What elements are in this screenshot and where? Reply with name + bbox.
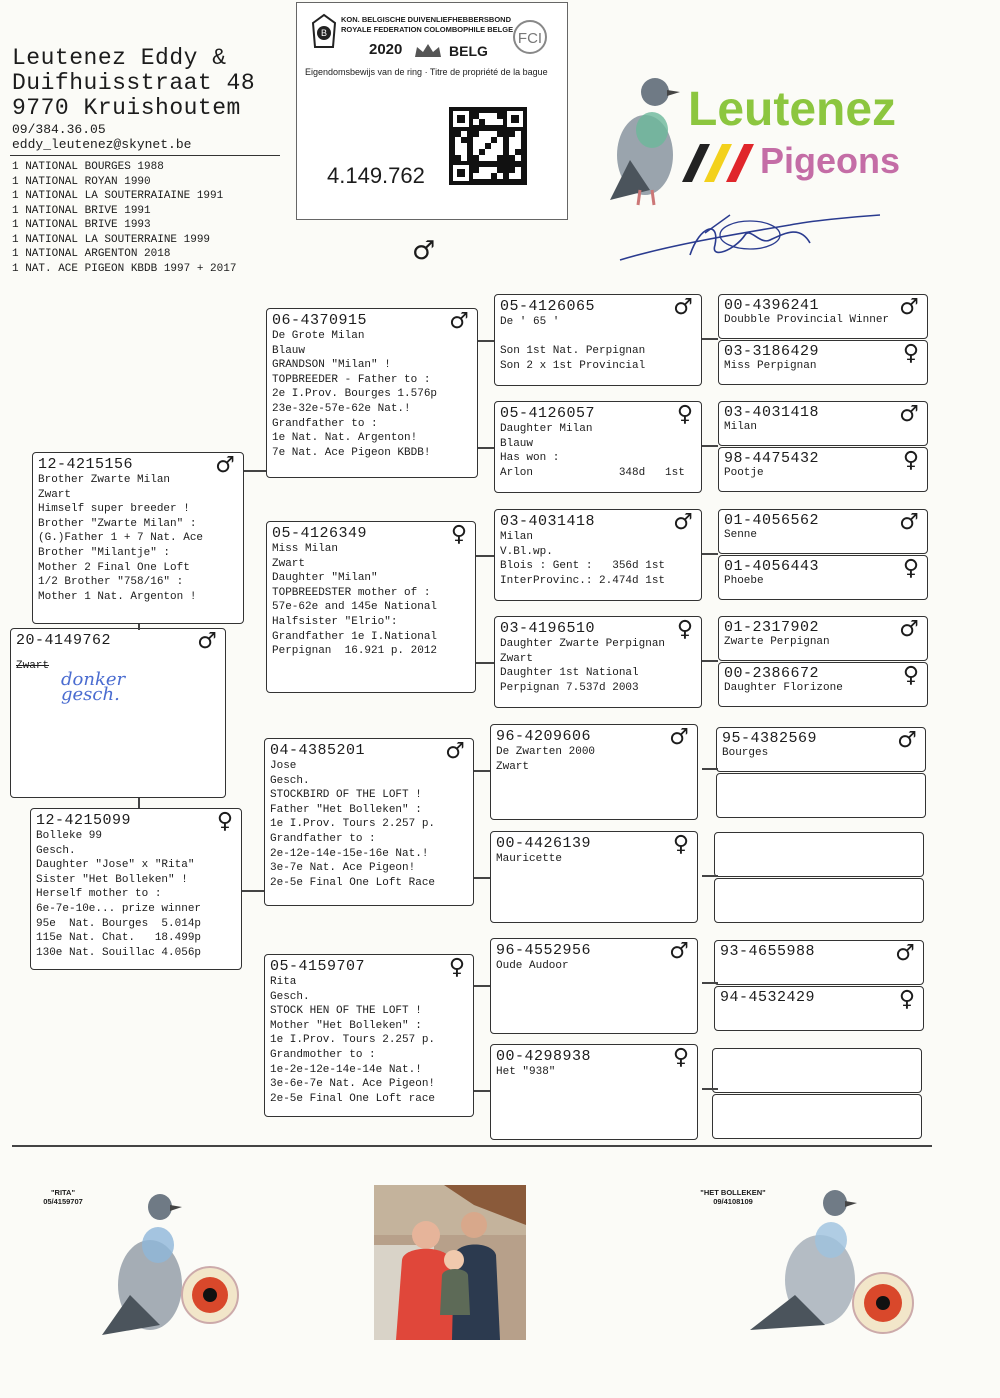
pigeon-info-line: 7e Nat. Ace Pigeon KBDB! (272, 446, 431, 459)
pigeon-info-line: Daughter "Milan" (272, 572, 378, 585)
pigeon-info-line: Brother "Zwarte Milan" : (38, 517, 197, 530)
great-granddam-box (490, 831, 698, 923)
certificate-ring-number: 4.149.762 (327, 163, 425, 188)
achievement-item: 1 NATIONAL BRIVE 1993 (12, 219, 151, 231)
pedigree-connector (478, 340, 494, 342)
achievement-item: 1 NATIONAL ROYAN 1990 (12, 175, 151, 188)
ring-number: 01-4056562 (724, 512, 820, 529)
male-symbol-icon: ♂ (895, 941, 915, 966)
ring-number: 05-4126057 (500, 405, 596, 422)
pigeon-info-line: Milan (724, 421, 758, 433)
pedigree-connector (242, 890, 264, 892)
pigeon-info-line: Mauricette (496, 853, 563, 865)
family-photo (374, 1185, 526, 1340)
grandsire-box (266, 308, 478, 478)
pigeon-info-line: De Zwarten 2000 (496, 746, 596, 758)
ring-number: 03-3186429 (724, 343, 820, 360)
left-photo-caption (28, 1188, 98, 1206)
main-sex-symbol: ♂ (412, 236, 436, 266)
crown-icon (413, 41, 443, 59)
handwritten-note: donker gesch. (61, 669, 126, 705)
right-photo-caption-name: "HET BOLLEKEN" (700, 1188, 766, 1197)
gg-granddam-box (714, 878, 924, 923)
male-symbol-icon: ♂ (445, 739, 465, 764)
gg-grandsire-box (712, 1048, 922, 1093)
pigeon-info-line: Brother Zwarte Milan (38, 474, 171, 486)
ring-number: 00-4426139 (496, 835, 592, 852)
achievement-item: 1 NATIONAL LA SOUTERRAINE 1999 (12, 233, 211, 246)
ring-number: 00-2386672 (724, 665, 820, 682)
achievement-item: 1 NATIONAL LA SOUTERRAIAINE 1991 (12, 190, 224, 202)
ring-number: 12-4215156 (38, 456, 134, 473)
pigeon-info-line: 2e I.Prov. Bourges 1.576p (272, 388, 438, 401)
pigeon-info-line: Son 2 x 1st Provincial (500, 359, 646, 372)
pigeon-info-line: Gesch. (270, 774, 310, 787)
great-grandsire-box (494, 294, 702, 386)
right-photo-caption-ring: 09/4108109 (713, 1197, 753, 1206)
pigeon-info-line: Senne (724, 529, 758, 541)
qr-code-icon (449, 107, 527, 185)
male-symbol-icon: ♂ (899, 617, 919, 642)
gg-grandsire-box (716, 727, 926, 772)
brand-name: Leutenez (688, 83, 897, 136)
owner-street: Duifhuisstraat 48 (12, 70, 256, 96)
female-symbol-icon: ♀ (676, 402, 693, 427)
pigeon-info-line: TOPBREEDER - Father to : (272, 373, 431, 386)
owner-name-line: Leutenez Eddy & (12, 45, 227, 71)
granddam-box (264, 954, 474, 1117)
male-symbol-icon: ♂ (673, 510, 693, 535)
signature-icon (610, 205, 890, 275)
pedigree-connector (702, 445, 718, 447)
female-symbol-icon: ♀ (216, 809, 233, 834)
ring-number: 96-4552956 (496, 942, 592, 959)
pigeon-info-line: Miss Milan (272, 543, 339, 555)
pigeon-rita-icon (90, 1185, 250, 1345)
achievement-item: 1 NATIONAL BOURGES 1988 (12, 161, 164, 173)
pigeon-info-line: Halfsister "Elrio": (272, 615, 398, 628)
pigeon-info-line: 1e I.Prov. Tours 2.257 p. (270, 1034, 436, 1047)
gg-granddam-box (718, 662, 928, 707)
pigeon-info-line: Herself mother to : (36, 888, 162, 901)
male-symbol-icon: ♂ (899, 402, 919, 427)
certificate-org-line2: ROYALE FEDERATION COLOMBOPHILE BELGE (341, 25, 514, 34)
pigeon-info-line: 23e-32e-57e-62e Nat.! (272, 402, 411, 415)
pigeon-info-line: 3e-6e-7e Nat. Ace Pigeon! (270, 1078, 436, 1091)
pigeon-info-line: 6e-7e-10e... prize winner (36, 902, 202, 915)
ring-number: 04-4385201 (270, 742, 366, 759)
grandsire-box (264, 738, 474, 906)
pedigree-connector (702, 1088, 718, 1090)
struck-color: Zwart (16, 660, 50, 672)
pigeon-info-line: 3e-7e Nat. Ace Pigeon! (270, 862, 416, 875)
pedigree-connector (702, 768, 718, 770)
pedigree-connector (478, 447, 494, 449)
ring-certificate (296, 2, 568, 220)
gg-grandsire-box (718, 401, 928, 446)
pigeon-info-line: Blauw (500, 437, 534, 450)
gg-grandsire-box (718, 294, 928, 339)
pigeon-info-line: Phoebe (724, 575, 764, 587)
pigeon-info-line: De Grote Milan (272, 330, 365, 342)
owner-city: 9770 Kruishoutem (12, 95, 241, 121)
pedigree-connector (702, 338, 718, 340)
female-symbol-icon: ♀ (902, 448, 919, 473)
gg-granddam-box (718, 447, 928, 492)
female-symbol-icon: ♀ (448, 955, 465, 980)
great-granddam-box (494, 616, 702, 708)
pigeon-info-line: 1e I.Prov. Tours 2.257 p. (270, 818, 436, 831)
male-symbol-icon: ♂ (669, 939, 689, 964)
female-symbol-icon: ♀ (672, 832, 689, 857)
pigeon-info-line: Blauw (272, 344, 306, 357)
ring-number: 01-4056443 (724, 558, 820, 575)
certificate-year: 2020 (369, 41, 403, 58)
pigeon-info-line: Milan (500, 531, 534, 543)
pigeon-info-line: Zwart (496, 760, 530, 773)
sire-box (32, 452, 244, 624)
fci-logo-icon (505, 17, 555, 57)
pigeon-info-line: Sister "Het Bolleken" ! (36, 873, 188, 886)
pigeon-info-line: Blois : Gent : 356d 1st (500, 560, 666, 573)
great-grandsire-box (490, 938, 698, 1034)
achievement-item: 1 NATIONAL ARGENTON 2018 (12, 248, 171, 260)
gg-granddam-box (714, 986, 924, 1031)
female-symbol-icon: ♀ (898, 987, 915, 1012)
pedigree-connector (474, 1090, 490, 1092)
dam-box (30, 808, 242, 970)
pigeon-info-line: Perpignan 7.537d 2003 (500, 681, 639, 694)
pigeon-icon (600, 60, 700, 210)
female-symbol-icon: ♀ (672, 1045, 689, 1070)
great-grandsire-box (494, 509, 702, 601)
achievement-item: 1 NAT. ACE PIGEON KBDB 1997 + 2017 (12, 262, 237, 275)
ring-number: 01-2317902 (724, 619, 820, 636)
pedigree-connector (474, 877, 490, 879)
gg-grandsire-box (714, 832, 924, 877)
gg-grandsire-box (718, 616, 928, 661)
male-symbol-icon: ♂ (673, 295, 693, 320)
pigeon-info-line: Mother 1 Nat. Argenton ! (38, 590, 197, 603)
kbdb-logo-icon (309, 11, 339, 51)
pigeon-info-line: Brother "Milantje" : (38, 546, 171, 559)
svg-text:B: B (320, 28, 328, 38)
pigeon-info-line: Daughter "Jose" x "Rita" (36, 859, 195, 872)
ring-number: 03-4031418 (724, 404, 820, 421)
male-symbol-icon: ♂ (449, 309, 469, 334)
great-granddam-box (494, 401, 702, 493)
pigeon-info-line: Grandfather to : (272, 417, 378, 430)
ring-number: 12-4215099 (36, 812, 132, 829)
pigeon-info-line: Father "Het Bolleken" : (270, 803, 422, 816)
ring-number: 06-4370915 (272, 312, 368, 329)
pigeon-info-line: Mother "Het Bolleken" : (270, 1019, 422, 1032)
ring-number: 00-4396241 (724, 297, 820, 314)
svg-text:FCI: FCI (517, 30, 543, 47)
certificate-org (341, 15, 531, 35)
male-symbol-icon: ♂ (899, 510, 919, 535)
ring-number: 93-4655988 (720, 943, 816, 960)
gg-grandsire-box (714, 940, 924, 985)
pigeon-info-line: Grandfather to : (270, 832, 376, 845)
pigeon-info-line: Daughter 1st National (500, 667, 639, 680)
pigeon-info-line: Oude Audoor (496, 960, 569, 972)
pigeon-info-line: 1/2 Brother "758/16" : (38, 576, 184, 589)
pigeon-info-line: Bolleke 99 (36, 830, 103, 842)
female-symbol-icon: ♀ (676, 617, 693, 642)
pigeon-info-line: Has won : (500, 452, 560, 465)
pigeon-info-line: 2e-5e Final One Loft Race (270, 876, 436, 889)
achievements-list (12, 160, 236, 276)
gg-granddam-box (718, 555, 928, 600)
ring-number: 96-4209606 (496, 728, 592, 745)
ring-number: 03-4196510 (500, 620, 596, 637)
pigeon-info-line: STOCK HEN OF THE LOFT ! (270, 1005, 422, 1018)
pigeon-info-line: Daughter Zwarte Perpignan (500, 638, 666, 650)
pedigree-connector (474, 770, 490, 772)
ring-number: 00-4298938 (496, 1048, 592, 1065)
pigeon-info-line: Son 1st Nat. Perpignan (500, 345, 646, 358)
pigeon-info-line: V.Bl.wp. (500, 545, 553, 558)
pigeon-info-line: De ' 65 ' (500, 316, 560, 328)
pigeon-info-line: GRANDSON "Milan" ! (272, 359, 391, 372)
pigeon-info-line: 2e-5e Final One Loft race (270, 1092, 436, 1105)
female-symbol-icon: ♀ (450, 522, 467, 547)
pigeon-info-line: Gesch. (270, 990, 310, 1003)
pigeon-info-line: 2e-12e-14e-15e-16e Nat.! (270, 847, 429, 860)
left-photo-caption-name: "RITA" (50, 1188, 76, 1197)
female-symbol-icon: ♀ (902, 663, 919, 688)
pigeon-info-line: Zwarte Perpignan (724, 636, 830, 648)
ring-number: 03-4031418 (500, 513, 596, 530)
pigeon-info-line: Jose (270, 760, 297, 772)
pigeon-info-line: Zwart (38, 488, 72, 501)
belgian-flag-stripes-icon (678, 138, 758, 186)
pigeon-info-line: Grandfather 1e I.National (272, 630, 438, 643)
male-symbol-icon: ♂ (897, 728, 917, 753)
pigeon-info-line: Himself super breeder ! (38, 503, 190, 516)
male-symbol-icon: ♂ (197, 629, 217, 654)
pedigree-connector (244, 470, 266, 472)
great-granddam-box (490, 1044, 698, 1140)
pigeon-info-line: Daughter Milan (500, 423, 593, 435)
pigeon-info-line (500, 330, 696, 345)
female-symbol-icon: ♀ (902, 341, 919, 366)
ring-number: 95-4382569 (722, 730, 818, 747)
gg-granddam-box (712, 1094, 922, 1139)
pigeon-info-line: Rita (270, 976, 297, 988)
ring-number: 05-4126349 (272, 525, 368, 542)
female-symbol-icon: ♀ (902, 556, 919, 581)
ring-number: 20-4149762 (16, 632, 112, 649)
certificate-country: BELG (449, 43, 488, 59)
pigeon-info-line: Zwart (272, 557, 306, 570)
pigeon-info-line: Mother 2 Final One Loft (38, 561, 190, 574)
pedigree-connector (702, 982, 718, 984)
pigeon-info-line: 57e-62e and 145e National (272, 601, 438, 614)
pigeon-info-line: Gesch. (36, 844, 76, 857)
pigeon-info-line: Arlon 348d 1st (500, 466, 685, 479)
owner-divider (10, 155, 280, 156)
brand-subtitle: Pigeons (760, 140, 901, 181)
owner-name (12, 46, 255, 121)
pedigree-connector (476, 662, 494, 664)
male-symbol-icon: ♂ (669, 725, 689, 750)
pigeon-info-line: 1e Nat. Nat. Argenton! (272, 432, 418, 445)
pigeon-info-line: Zwart (500, 652, 534, 665)
pigeon-info-line: InterProvinc.: 2.474d 1st (500, 574, 666, 587)
owner-email: eddy_leutenez@skynet.be (12, 137, 192, 152)
pigeon-info-line: Het "938" (496, 1066, 556, 1078)
pigeon-info-line: Doubble Provincial Winner (724, 314, 890, 326)
left-photo-caption-ring: 05/4159707 (43, 1197, 83, 1206)
pigeon-info-line: Bourges (722, 747, 769, 759)
pigeon-info-line: Daughter Florizone (724, 682, 843, 694)
male-symbol-icon: ♂ (215, 453, 235, 478)
pigeon-info-line: Grandmother to : (270, 1048, 376, 1061)
pigeon-info-line: Pootje (724, 467, 764, 479)
ring-number: 05-4126065 (500, 298, 596, 315)
pigeon-het-bolleken-icon (725, 1185, 925, 1345)
gg-granddam-box (716, 773, 926, 818)
pedigree-connector (138, 624, 140, 630)
pedigree-connector (476, 555, 494, 557)
pedigree-connector (474, 985, 490, 987)
pigeon-info-line: 130e Nat. Souillac 4.056p (36, 946, 202, 959)
pedigree-connector (702, 875, 718, 877)
footer-divider (12, 1145, 932, 1147)
pigeon-info-line: (G.)Father 1 + 7 Nat. Ace (38, 532, 204, 545)
pigeon-info-line: 1e-2e-12e-14e-14e Nat.! (270, 1063, 422, 1076)
pigeon-info-line: TOPBREEDSTER mother of : (272, 586, 431, 599)
certificate-org-line1: KON. BELGISCHE DUIVENLIEFHEBBERSBOND (341, 15, 512, 24)
achievement-item: 1 NATIONAL BRIVE 1991 (12, 204, 151, 217)
ring-number: 98-4475432 (724, 450, 820, 467)
pigeon-info-line: 115e Nat. Chat. 18.499p (36, 932, 202, 945)
pigeon-info-line: 95e Nat. Bourges 5.014p (36, 917, 202, 930)
pedigree-connector (138, 798, 140, 808)
pigeon-info-line: STOCKBIRD OF THE LOFT ! (270, 789, 422, 802)
gg-granddam-box (718, 340, 928, 385)
pedigree-connector (702, 660, 718, 662)
owner-phone: 09/384.36.05 (12, 122, 106, 137)
gg-grandsire-box (718, 509, 928, 554)
pigeon-info-line: Miss Perpignan (724, 360, 817, 372)
subject-pigeon-box (10, 628, 226, 798)
certificate-subtitle: Eigendomsbewijs van de ring · Titre de propriété de la bague (305, 67, 548, 77)
granddam-box (266, 521, 476, 693)
pedigree-connector (702, 553, 718, 555)
ring-number: 94-4532429 (720, 989, 816, 1006)
pigeon-info-line: Perpignan 16.921 p. 2012 (272, 645, 438, 658)
great-grandsire-box (490, 724, 698, 820)
male-symbol-icon: ♂ (899, 295, 919, 320)
ring-number: 05-4159707 (270, 958, 366, 975)
